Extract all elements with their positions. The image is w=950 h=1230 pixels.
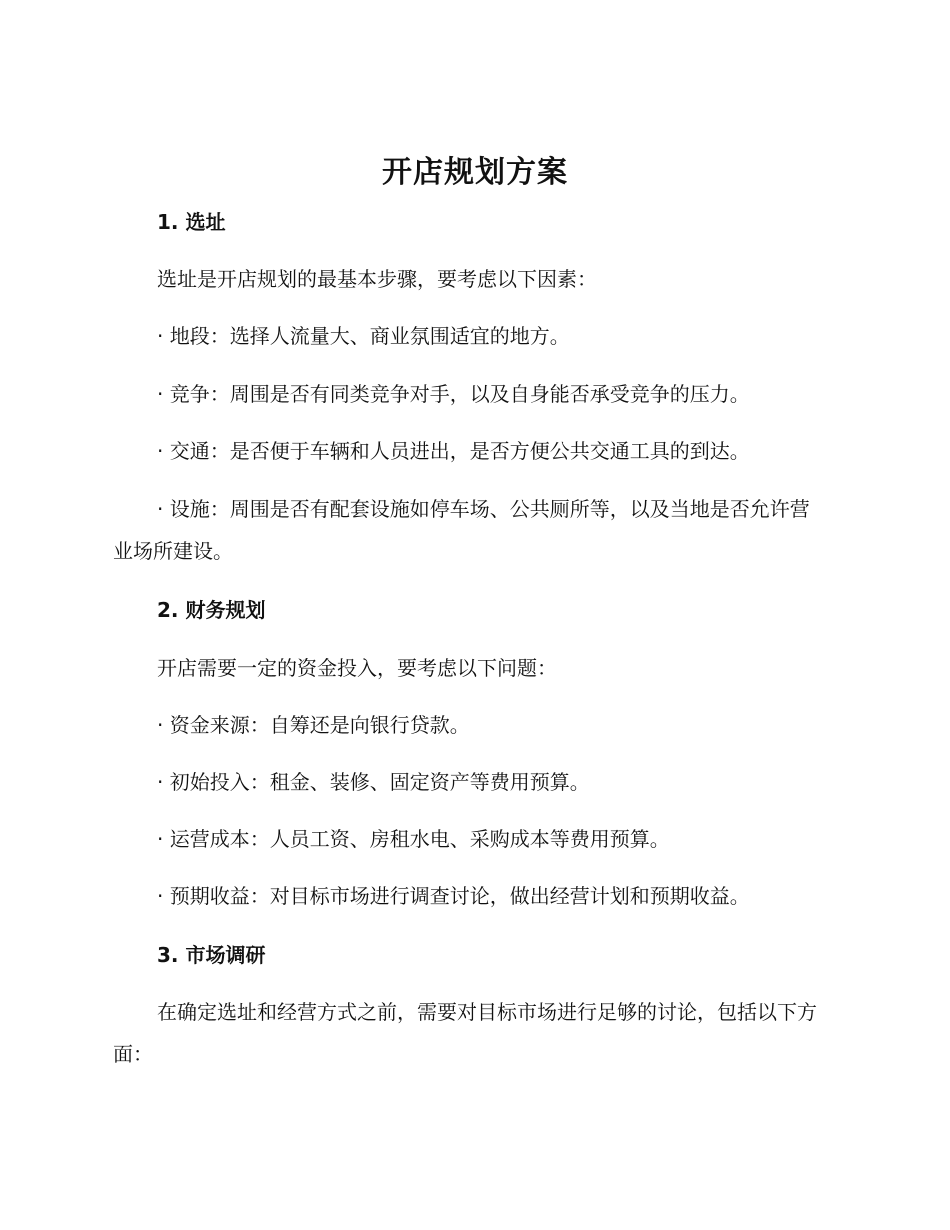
paragraph-finance-intro: 开店需要一定的资金投入，要考虑以下问题： bbox=[157, 656, 557, 680]
paragraph-location-intro: 选址是开店规划的最基本步骤，要考虑以下因素： bbox=[157, 267, 597, 291]
section-heading-finance: 2. 财务规划 bbox=[157, 598, 266, 622]
document-title: 开店规划方案 bbox=[382, 155, 568, 190]
list-item-finance-operating: · 运营成本：人员工资、房租水电、采购成本等费用预算。 bbox=[157, 827, 670, 851]
list-item-location-traffic: · 交通：是否便于车辆和人员进出，是否方便公共交通工具的到达。 bbox=[157, 439, 750, 463]
paragraph-market-intro: 在确定选址和经营方式之前，需要对目标市场进行足够的讨论，包括以下方面： bbox=[113, 1000, 817, 1066]
list-item-location-district: · 地段：选择人流量大、商业氛围适宜的地方。 bbox=[157, 324, 570, 348]
list-item-location-competition: · 竞争：周围是否有同类竞争对手，以及自身能否承受竞争的压力。 bbox=[157, 382, 750, 406]
list-item-finance-initial: · 初始投入：租金、装修、固定资产等费用预算。 bbox=[157, 770, 590, 794]
section-heading-location: 1. 选址 bbox=[157, 210, 226, 234]
list-item-location-facilities: · 设施：周围是否有配套设施如停车场、公共厕所等，以及当地是否允许营业场所建设。 bbox=[113, 497, 810, 563]
list-item-finance-source: · 资金来源：自筹还是向银行贷款。 bbox=[157, 713, 470, 737]
section-heading-market: 3. 市场调研 bbox=[157, 943, 266, 967]
list-item-finance-expected: · 预期收益：对目标市场进行调查讨论，做出经营计划和预期收益。 bbox=[157, 884, 750, 908]
